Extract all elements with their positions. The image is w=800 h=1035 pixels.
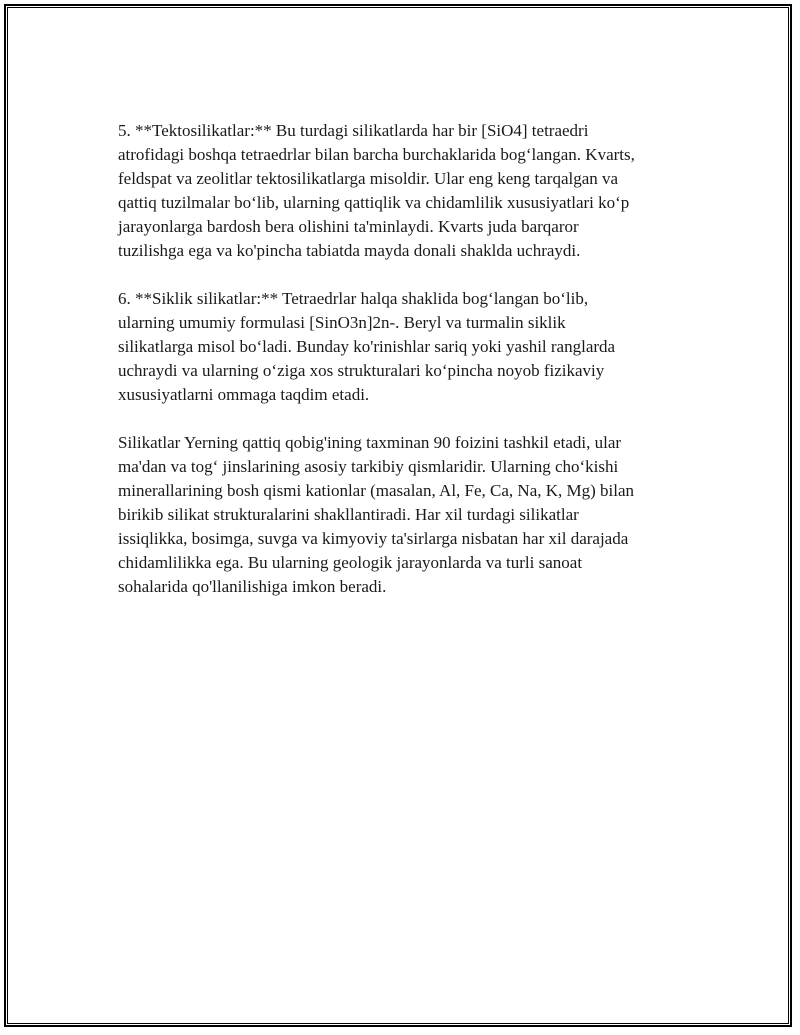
paragraph-siklik-silikatlar: 6. **Siklik silikatlar:** Tetraedrlar halqa shaklida bog‘langan bo‘lib, ularning umumiy formulasi [SinO3n]2n-. Beryl va turmalin siklik silikatlarga misol bo‘ladi. Bunday ko'rinishlar sariq yoki yashil ranglarda uchraydi va ularning o‘ziga xos strukturalari ko‘pincha noyob fizikaviy xususiyatlarni ommaga taqdim etadi. (118, 289, 616, 404)
paragraph-tektosilikatlar: 5. **Tektosilikatlar:** Bu turdagi silikatlarda har bir [SiO4] tetraedri atrofidagi boshqa tetraedrlar bilan barcha burchaklarida bog‘langan. Kvarts, feldspat va zeolitlar tektosilikatlarga misoldir. Ular eng keng tarqalgan va qattiq tuzilmalar bo‘lib, ularning qattiqlik va chidamlilik xususiyatlari ko‘p jarayonlarga bardosh bera olishini ta'minlaydi. Kvarts juda barqaror tuzilishga ega va ko'pincha tabiatda mayda donali shaklda uchraydi. (118, 121, 635, 260)
document-page (4, 4, 792, 1027)
paragraph-silikatlar-summary: Silikatlar Yerning qattiq qobig'ining taxminan 90 foizini tashkil etadi, ular ma'dan va tog‘ jinslarining asosiy tarkibiy qismlaridir. Ularning cho‘kishi minerallarining bosh qismi kationlar (masalan, Al, Fe, Ca, Na, K, Mg) bilan birikib silikat strukturalarini shakllantiradi. Har xil turdagi silikatlar issiqlikka, bosimga, suvga va kimyoviy ta'sirlarga nisbatan har xil darajada chidamlilikka ega. Bu ularning geologik jarayonlarda va turli sanoat sohalarida qo'llanilishiga imkon beradi. (118, 433, 635, 596)
document-body (118, 119, 688, 623)
